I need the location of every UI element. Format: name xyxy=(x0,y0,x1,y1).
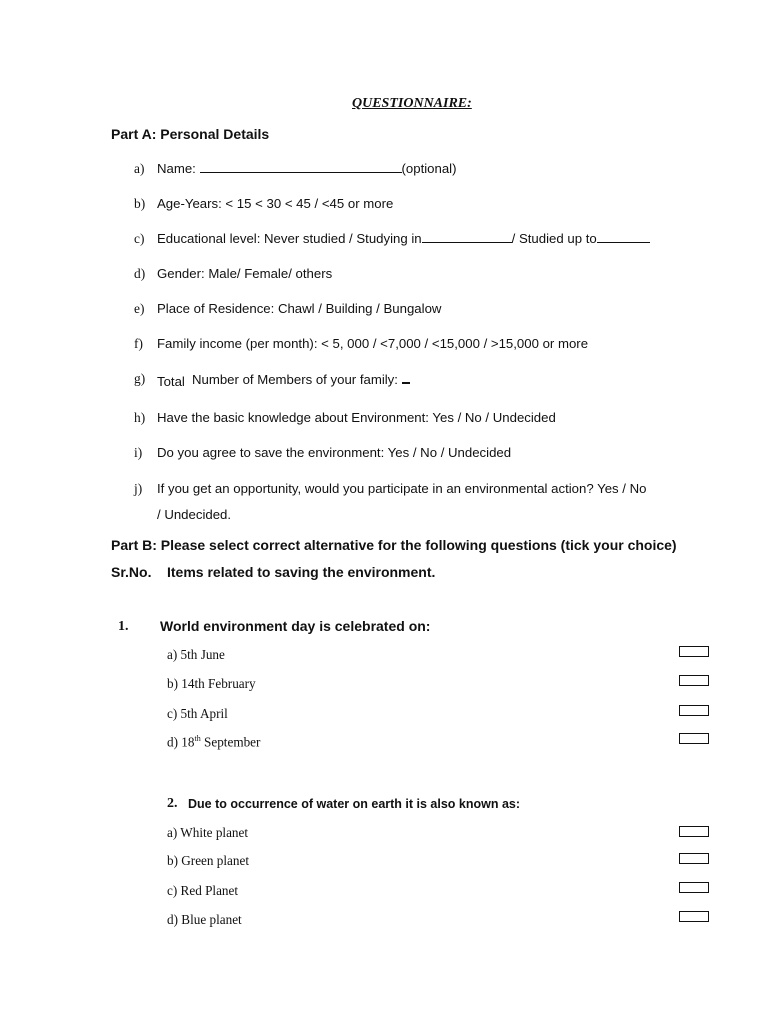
q2-option-c: c) Red Planet xyxy=(167,883,239,898)
q2-option-c-checkbox[interactable] xyxy=(679,882,709,893)
q1-option-d-label: d) 18 xyxy=(167,734,195,750)
name-blank[interactable] xyxy=(200,161,402,173)
item-marker-j: j) xyxy=(134,481,143,496)
q2-option-b-checkbox[interactable] xyxy=(679,853,709,864)
name-optional-note: (optional) xyxy=(401,161,457,176)
q2-option-d: d) Blue planet xyxy=(167,912,242,927)
q2-option-a-checkbox[interactable] xyxy=(679,826,709,837)
item-marker-f: f) xyxy=(134,336,143,351)
item-marker-b: b) xyxy=(134,196,146,211)
agree-item: Do you agree to save the environment: Yes / No / Undecided xyxy=(157,445,512,460)
q1-option-c: c) 5th April xyxy=(167,706,228,721)
q1-option-d-month: September xyxy=(200,734,261,750)
residence-item: Place of Residence: Chawl / Building / Bungalow xyxy=(157,301,442,316)
items-header: Items related to saving the environment. xyxy=(167,564,436,580)
q1-option-d-checkbox[interactable] xyxy=(679,733,709,744)
question-1-text: World environment day is celebrated on: xyxy=(160,618,431,634)
part-a-heading: Part A: Personal Details xyxy=(111,126,270,142)
family-members-blank[interactable] xyxy=(402,371,410,384)
question-1-number: 1. xyxy=(118,619,129,634)
q1-option-c-checkbox[interactable] xyxy=(679,705,709,716)
item-marker-c: c) xyxy=(134,231,145,246)
studying-in-blank[interactable] xyxy=(422,231,512,243)
q1-option-d-superscript: th xyxy=(194,734,201,743)
education-item xyxy=(157,231,650,246)
q1-option-b-checkbox[interactable] xyxy=(679,675,709,686)
q2-option-b: b) Green planet xyxy=(167,853,250,868)
participate-item-continued: / Undecided. xyxy=(157,507,232,522)
total-label: Total xyxy=(157,374,185,389)
sr-no-header: Sr.No. xyxy=(111,564,152,580)
income-item: Family income (per month): < 5, 000 / <7,000 / <15,000 / >15,000 or more xyxy=(157,336,589,351)
question-2-text: Due to occurrence of water on earth it is also known as: xyxy=(188,797,521,811)
name-label: Name: xyxy=(157,161,200,176)
q1-option-a: a) 5th June xyxy=(167,647,225,662)
item-marker-d: d) xyxy=(134,266,146,281)
q2-option-a: a) White planet xyxy=(167,825,249,840)
family-members-item xyxy=(192,371,410,387)
item-marker-g: g) xyxy=(134,371,146,386)
page-title: QUESTIONNAIRE: xyxy=(352,96,472,111)
q1-option-d xyxy=(167,734,260,750)
age-item: Age-Years: < 15 < 30 < 45 / <45 or more xyxy=(157,196,394,211)
part-b-heading: Part B: Please select correct alternative for the following questions (tick your choice) xyxy=(111,537,677,553)
question-2-number: 2. xyxy=(167,796,178,811)
gender-item: Gender: Male/ Female/ others xyxy=(157,266,333,281)
q1-option-b: b) 14th February xyxy=(167,676,256,691)
item-marker-h: h) xyxy=(134,410,146,425)
participate-item: If you get an opportunity, would you participate in an environmental action? Yes / No xyxy=(157,481,647,496)
item-marker-a: a) xyxy=(134,161,145,176)
studied-up-to-blank[interactable] xyxy=(597,231,650,243)
q2-option-d-checkbox[interactable] xyxy=(679,911,709,922)
item-marker-i: i) xyxy=(134,445,143,460)
q1-option-a-checkbox[interactable] xyxy=(679,646,709,657)
studied-up-to-label: / Studied up to xyxy=(511,231,597,246)
item-marker-e: e) xyxy=(134,301,145,316)
name-item xyxy=(157,161,457,176)
family-members-label: Number of Members of your family: xyxy=(192,372,398,387)
education-label: Educational level: Never studied / Studying in xyxy=(157,231,422,246)
knowledge-item: Have the basic knowledge about Environment: Yes / No / Undecided xyxy=(157,410,556,425)
